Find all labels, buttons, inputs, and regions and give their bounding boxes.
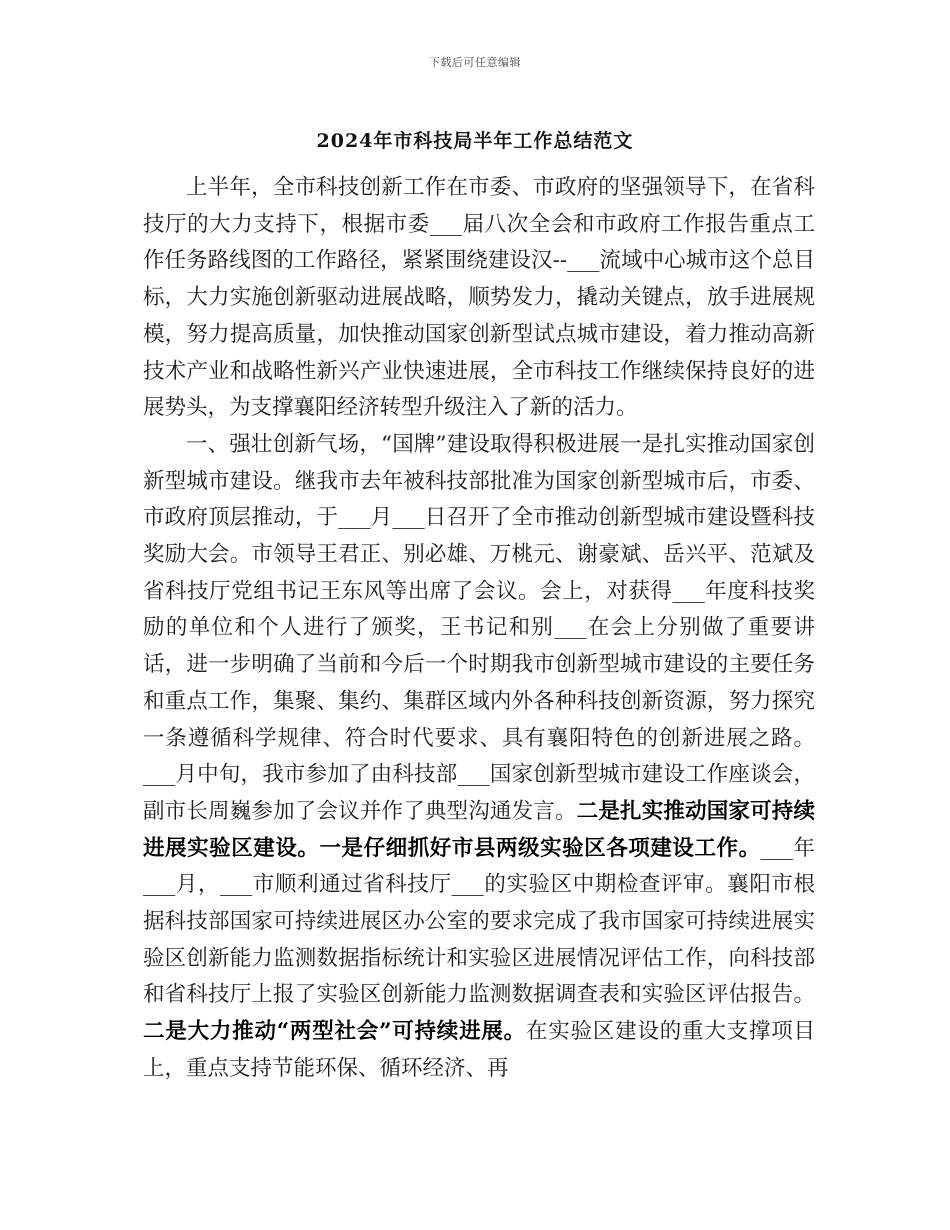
document-body (143, 170, 815, 1088)
header-note: 下载后可任意编辑 (429, 56, 521, 69)
bold-heading-segment: 二是扎实推动国家可持续进展实验区建设。一是仔细抓好市县两级实验区各项建设工作。 (143, 798, 815, 861)
paragraph-text-segment: 在实验区建设的重大支撑项目上，重点支持节能环保、循环经济、再 (143, 1019, 815, 1081)
document-title: 2024年市科技局半年工作总结范文 (316, 130, 634, 152)
bold-heading-segment: 二是大力推动“两型社会”可持续进展。 (143, 1019, 526, 1045)
paragraph-section-one (143, 427, 815, 1088)
paragraph-text-segment: 一、强壮创新气场，“国牌”建设取得积极进展一是扎实推动国家创新型城市建设。继我市去年被科技部批准为国家创新型城市后，市委、市政府顶层推动，于___月___日召开了全市推动创新型城市建设暨科技奖励大会。市领导王君正、别必雄、万桃元、谢豪斌、岳兴平、范斌及省科技厅党组书记王东风等出席了会议。会上，对获得___年度科技奖励的单位和个人进行了颁奖，王书记和别___在会上分别做了重要讲话，进一步明确了当前和今后一个时期我市创新型城市建设的主要任务和重点工作，集聚、集约、集群区域内外各种科技创新资源，努力探究一条遵循科学规律、符合时代要求、具有襄阳特色的创新进展之路。___月中旬，我市参加了由科技部___国家创新型城市建设工作座谈会，副市长周巍参加了会议并作了典型沟通发言。 (143, 431, 815, 824)
paragraph-text-segment: ___年___月，___市顺利通过省科技厅___的实验区中期检查评审。襄阳市根据科技部国家可持续进展区办公室的要求完成了我市国家可持续进展实验区创新能力监测数据指标统计和实验区进展情况评估工作，向科技部和省科技厅上报了实验区创新能力监测数据调查表和实验区评估报告。 (143, 835, 815, 1008)
paragraph-intro: 上半年，全市科技创新工作在市委、市政府的坚强领导下，在省科技厅的大力支持下，根据市委___届八次全会和市政府工作报告重点工作任务路线图的工作路径，紧紧围绕建设汉--___流域中心城市这个总目标，大力实施创新驱动进展战略，顺势发力，撬动关键点，放手进展规模，努力提高质量，加快推动国家创新型试点城市建设，着力推动高新技术产业和战略性新兴产业快速进展，全市科技工作继续保持良好的进展势头，为支撑襄阳经济转型升级注入了新的活力。 (143, 175, 815, 421)
